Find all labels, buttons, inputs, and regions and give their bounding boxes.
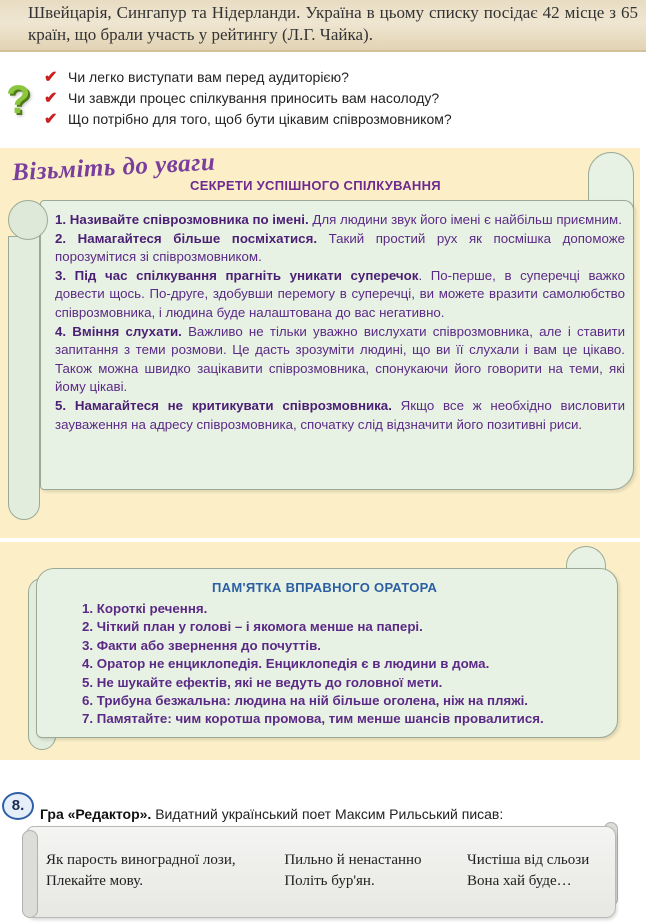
item-body: . По-перше, в суперечці важко довести щось. По-друге, здобувши перемогу в суперечці, ви можете вразити самолюбство співрозмовника, і людина буде налаштована до вас негативно. — [55, 267, 626, 320]
list-item: 4. Оратор не енциклопедія. Енциклопедія є в людини в дома. — [82, 656, 490, 672]
memo-list — [82, 600, 544, 729]
poem-fragment: Плекайте мову. — [46, 873, 143, 889]
list-item — [55, 211, 625, 230]
poem-fragments — [46, 850, 616, 892]
list-item: 6. Трибуна безжальна: людина на ній більше оголена, ніж на пляжі. — [82, 693, 529, 709]
secrets-title: СЕКРЕТИ УСПІШНОГО СПІЛКУВАННЯ — [190, 178, 441, 193]
poem-fragment: Політь бур'ян. — [284, 873, 375, 889]
list-item: 1. Короткі речення. — [82, 601, 208, 616]
poem-fragment: Пильно й ненастанно — [284, 852, 422, 868]
secrets-list — [55, 211, 625, 434]
list-item — [44, 108, 452, 129]
poem-fragment: Чистіша від сльози — [467, 852, 590, 868]
scroll-curl — [8, 200, 48, 240]
task-number-badge: 8. — [2, 792, 34, 820]
check-icon: ✔ — [44, 89, 58, 107]
text-banner — [0, 0, 646, 52]
list-item — [55, 267, 625, 323]
note-title: Візьміть до уваги — [11, 148, 216, 187]
scroll-curl — [22, 830, 38, 918]
poem-row — [46, 871, 616, 892]
list-item — [55, 397, 625, 434]
list-item: 3. Факти або звернення до почуттів. — [82, 637, 321, 653]
poem-row — [46, 850, 616, 871]
list-item: 5. Не шукайте ефектів, які не ведуть до головної мети. — [82, 674, 443, 690]
banner-text: Швейцарія, Сингапур та Нідерланди. Україна в цьому списку посідає 42 місце з 65 країн, що брали участь у рейтингу (Л.Г. Чайка). — [28, 3, 638, 44]
task-text — [40, 806, 503, 822]
question-mark-icon: ? — [6, 78, 31, 122]
question-text: Чи легко виступати вам перед аудиторією? — [68, 68, 349, 85]
item-body: Такий простий рух як посмішка допоможе порозумітися зі співрозмовником. — [55, 230, 625, 265]
item-body: Для людини звук його імені є найбільш приємним. — [308, 212, 622, 227]
question-text: Чи завжди процес спілкування приносить вам насолоду? — [68, 89, 440, 106]
task-description: Видатний український поет Максим Рильський писав: — [151, 806, 504, 822]
item-heading: 4. Вміння слухати. — [55, 323, 182, 339]
task-title: Гра «Редактор». — [40, 806, 152, 822]
memo-title: ПАМ'ЯТКА ВПРАВНОГО ОРАТОРА — [212, 580, 438, 595]
item-heading: 3. Під час спілкування прагніть уникати суперечок — [55, 267, 419, 283]
item-body: Якщо все ж необхідно висловити зауваження на адресу співрозмовника, спочатку слід відзначити його позитивні риси. — [55, 397, 625, 432]
item-heading: 1. Називайте співрозмовника по імені. — [55, 212, 309, 227]
scroll-curl — [8, 236, 40, 520]
check-icon: ✔ — [44, 68, 58, 86]
item-body: Важливо не тільки уважно вислухати співрозмовника, але і ставити запитання з теми розмови. Це дасть зрозуміти людині, що ви її слухали і вам це цікаво. Також можна швидко зацікавити співрозмовника, спонукаючи його говорити на теми, які йому цікаві. — [55, 323, 626, 395]
question-text: Що потрібно для того, щоб бути цікавим співрозмовником? — [68, 110, 452, 127]
list-item — [44, 87, 452, 108]
list-item: 2. Чіткий план у голові – і якомога менше на папері. — [82, 619, 423, 635]
item-heading: 5. Намагайтеся не критикувати співрозмовника. — [55, 397, 392, 413]
list-item — [44, 66, 452, 87]
item-heading: 2. Намагайтеся більше посміхатися. — [55, 230, 318, 246]
poem-fragment: Як парость виноградної лози, — [46, 852, 236, 868]
poem-fragment: Вона хай буде… — [467, 873, 572, 889]
list-item — [55, 230, 625, 267]
list-item — [55, 323, 625, 397]
question-list — [44, 66, 452, 129]
list-item: 7. Памятайте: чим коротша промова, тим менше шансів провалитися. — [82, 711, 544, 727]
check-icon: ✔ — [44, 110, 58, 128]
